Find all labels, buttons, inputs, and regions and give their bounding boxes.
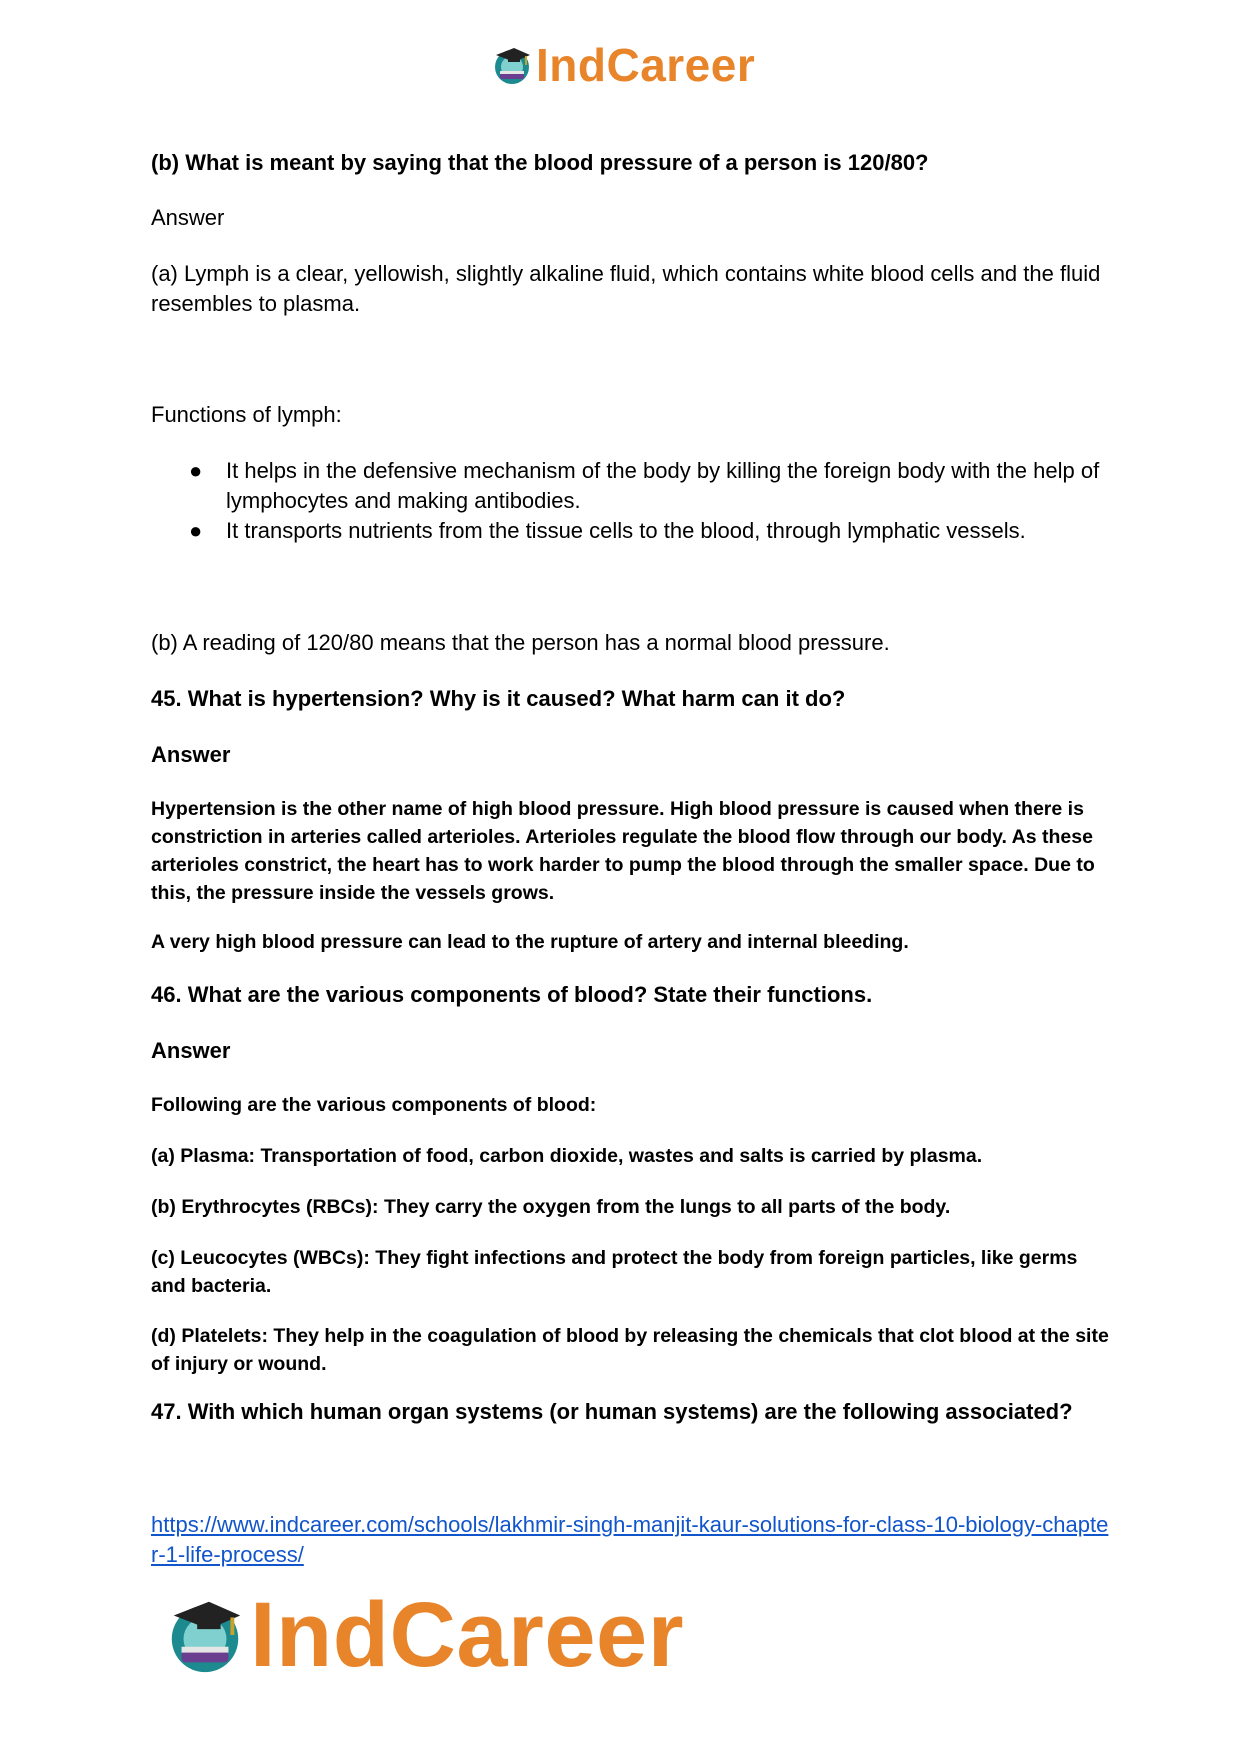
answer-label: Answer <box>151 1038 231 1063</box>
answer-label: Answer <box>151 205 225 230</box>
footer-logo <box>162 1584 684 1686</box>
header-logo <box>490 40 755 90</box>
answer-46-plasma: (a) Plasma: Transportation of food, carbon dioxide, wastes and salts is carried by plasma. <box>151 1145 983 1167</box>
source-link[interactable]: https://www.indcareer.com/schools/lakhmir-singh-manjit-kaur-solutions-for-class-10-biology-chapter-1-life-process/ <box>151 1512 1109 1567</box>
answer-45-paragraph-2: A very high blood pressure can lead to the rupture of artery and internal bleeding. <box>151 931 909 953</box>
answer-46-erythrocytes: (b) Erythrocytes (RBCs): They carry the oxygen from the lungs to all parts of the body. <box>151 1196 951 1218</box>
functions-heading: Functions of lymph: <box>151 402 342 427</box>
header-logo-text: IndCareer <box>536 39 756 91</box>
answer-46-leucocytes: (c) Leucocytes (WBCs): They fight infections and protect the body from foreign particles, like germs and bacteria. <box>151 1247 1078 1297</box>
question-45: 45. What is hypertension? Why is it caused? What harm can it do? <box>151 686 846 711</box>
list-item: ● It transports nutrients from the tissue cells to the blood, through lymphatic vessels. <box>151 516 1111 546</box>
lymph-definition: (a) Lymph is a clear, yellowish, slightly alkaline fluid, which contains white blood cells and the fluid resembles to plasma. <box>151 261 1101 316</box>
answer-label: Answer <box>151 742 231 767</box>
list-item: ● It helps in the defensive mechanism of the body by killing the foreign body with the help of lymphocytes and making antibodies. <box>189 458 1100 513</box>
question-46: 46. What are the various components of blood? State their functions. <box>151 982 873 1007</box>
lymph-functions-list <box>151 456 1111 546</box>
answer-46-platelets: (d) Platelets: They help in the coagulation of blood by releasing the chemicals that clot blood at the site of injury or wound. <box>151 1325 1109 1375</box>
graduation-cap-book-icon <box>162 1592 248 1678</box>
graduation-cap-book-icon <box>490 43 534 87</box>
question-b-blood-pressure: (b) What is meant by saying that the blood pressure of a person is 120/80? <box>151 150 929 175</box>
blood-pressure-answer: (b) A reading of 120/80 means that the person has a normal blood pressure. <box>151 630 890 655</box>
bullet-icon: ● <box>189 518 203 543</box>
footer-logo-text: IndCareer <box>250 1584 684 1686</box>
bullet-icon: ● <box>189 458 203 483</box>
question-47: 47. With which human organ systems (or human systems) are the following associated? <box>151 1399 1073 1424</box>
answer-45-paragraph-1: Hypertension is the other name of high blood pressure. High blood pressure is caused when there is constriction in arteries called arterioles. Arterioles regulate the blood flow through our body. As these arterioles constrict, the heart has to work harder to pump the blood through the smaller space. Due to this, the pressure inside the vessels grows. <box>151 798 1095 904</box>
answer-46-intro: Following are the various components of blood: <box>151 1094 597 1116</box>
